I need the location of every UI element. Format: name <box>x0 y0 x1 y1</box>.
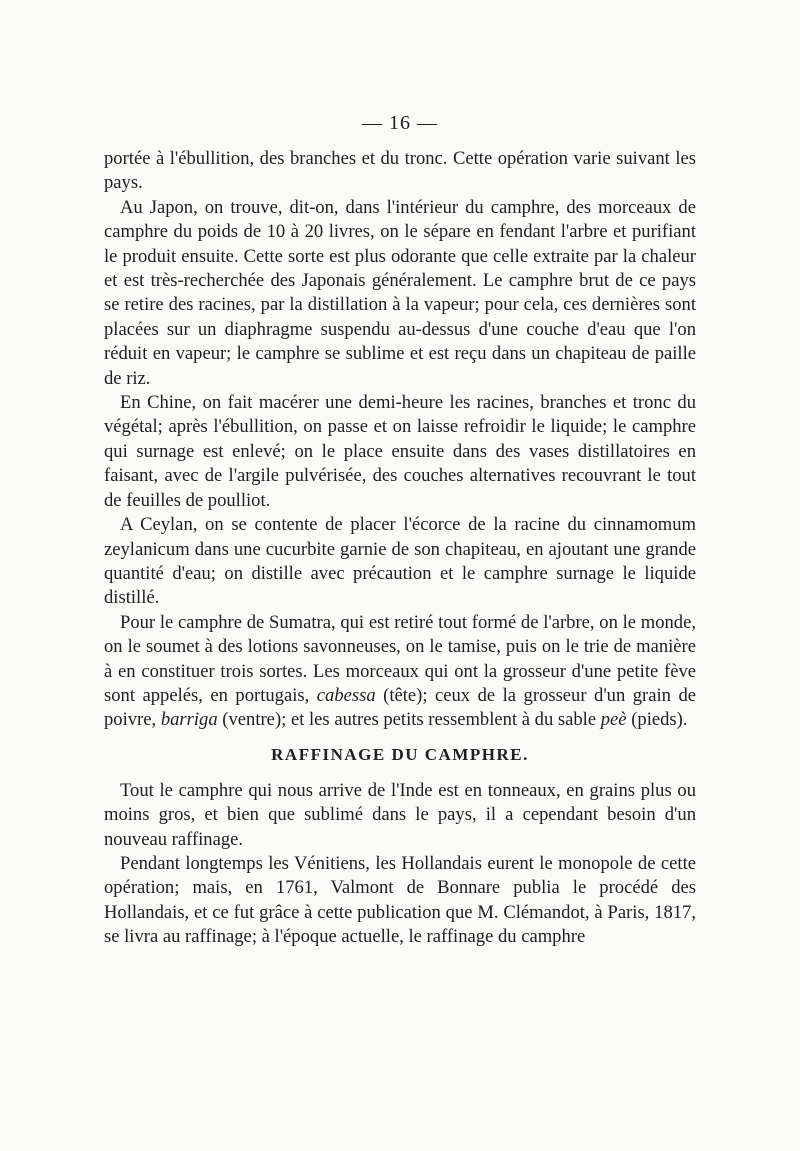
paragraph-1: portée à l'ébullition, des branches et du tronc. Cette opération varie suivant les pays. <box>104 148 696 194</box>
paragraph-5-text-2: (tête); ceux de la grosseur d'un grain de poivre, <box>104 684 697 731</box>
paragraph-3: En Chine, on fait macérer une demi-heure les racines, branches et tronc du végétal; après l'ébullition, on passe et on laisse refroidir le liquide; le camphre qui surnage est enlevé; on le place ensuite dans des vases distillatoires en faisant, avec de l'argile pulvérisée, des couches alternatives recouvrant le tout de feuilles de poulliot. <box>104 392 696 511</box>
paragraph-4: A Ceylan, on se contente de placer l'écorce de la racine du cinnamomum zeylanicum dans une cucurbite garnie de son chapiteau, en ajoutant une grande quantité d'eau; on distille avec précaution et le camphre surnage le liquide distillé. <box>104 514 696 609</box>
term-cabessa: cabessa <box>316 684 376 706</box>
paragraph-2: Au Japon, on trouve, dit-on, dans l'intérieur du camphre, des morceaux de camphre du poids de 10 à 20 livres, on le sépare en fendant l'arbre et purifiant le produit ensuite. Cette sorte est plus odorante que celle extraite par la chaleur et est très-recherchée des Japonais généralement. Le camphre brut de ce pays se retire des racines, par la distillation à la vapeur; pour cela, ces dernières sont placées sur un diaphragme suspendu au-dessus d'une couche d'eau que l'on réduit en vapeur; le camphre se sublime et est reçu dans un chapiteau de paille de riz. <box>104 196 696 389</box>
body-text <box>104 147 696 950</box>
paragraph-7: Pendant longtemps les Vénitiens, les Hollandais eurent le monopole de cette opération; mais, en 1761, Valmont de Bonnare publia le procédé des Hollandais, et ce fut grâce à cette publication que M. Clémandot, à Paris, 1817, se livra au raffinage; à l'époque actuelle, le raffinage du camphre <box>104 852 696 948</box>
paragraph-5 <box>104 611 696 733</box>
term-barriga: barriga <box>160 709 218 731</box>
paragraph-6: Tout le camphre qui nous arrive de l'Inde est en tonneaux, en grains plus ou moins gros, et bien que sublimé dans le pays, il a cependant besoin d'un nouveau raffinage. <box>104 779 696 850</box>
term-pee: peè <box>600 709 627 731</box>
section-heading: RAFFINAGE DU CAMPHRE. <box>271 744 529 764</box>
paragraph-5-text-1: Pour le camphre de Sumatra, qui est retiré tout formé de l'arbre, on le monde, on le soumet à des lotions savonneuses, on le tamise, puis on le trie de manière à en constituer trois sortes. Les morceaux qui ont la grosseur d'une petite fève sont appelés, en portugais, <box>104 611 696 706</box>
page-number: — 16 — <box>362 112 438 134</box>
paragraph-5-text-4: (pieds). <box>626 709 688 731</box>
paragraph-5-text-3: (ventre); et les autres petits ressemblent à du sable <box>217 709 601 731</box>
